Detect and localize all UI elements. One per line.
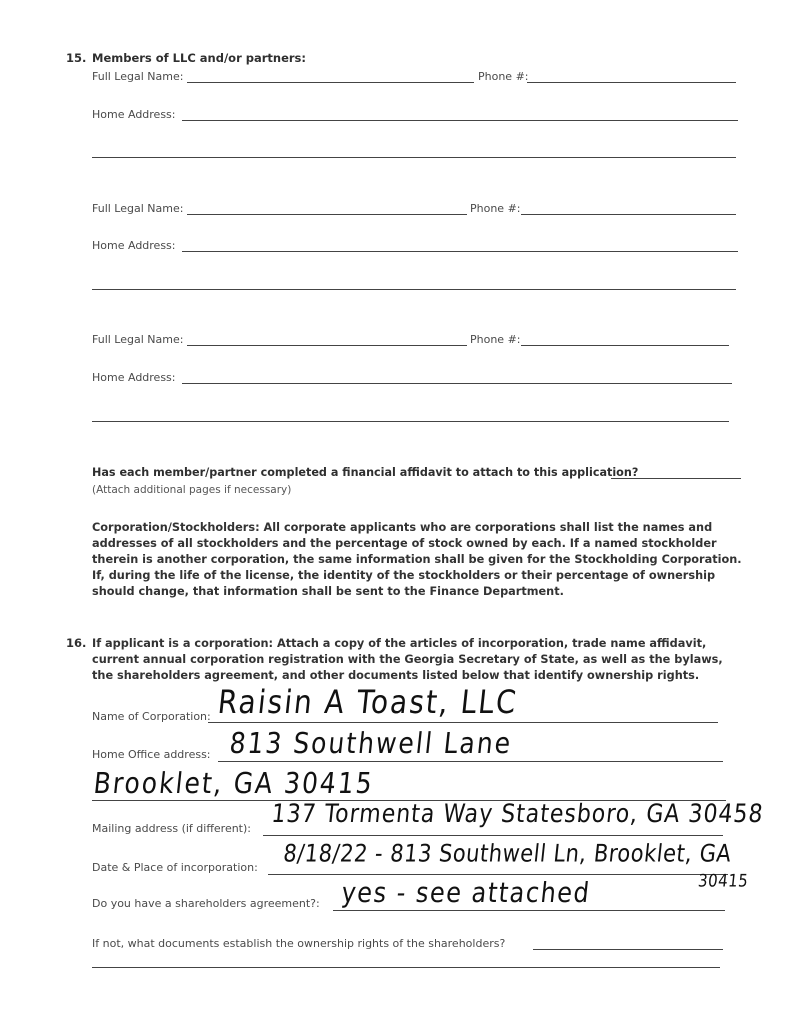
member-3-name-field[interactable] bbox=[187, 345, 467, 346]
incorporation-field[interactable] bbox=[268, 874, 728, 875]
home-office-value-line1: 813 Southwell Lane bbox=[228, 726, 514, 760]
member-1-phone-label: Phone #: bbox=[478, 70, 529, 83]
member-2-address-field[interactable] bbox=[182, 251, 738, 252]
section-16-number: 16. bbox=[66, 636, 87, 650]
affidavit-question: Has each member/partner completed a financial affidavit to attach to this application? bbox=[92, 466, 639, 479]
section-15-heading: Members of LLC and/or partners: bbox=[92, 51, 307, 65]
mailing-address-value: 137 Tormenta Way Statesboro, GA 30458 bbox=[270, 800, 765, 829]
shareholders-agreement-label: Do you have a shareholders agreement?: bbox=[92, 897, 320, 910]
member-3-address-field-line-2[interactable] bbox=[92, 421, 729, 422]
corporation-name-value: Raisin A Toast, LLC bbox=[216, 683, 520, 721]
member-1-name-label: Full Legal Name: bbox=[92, 70, 184, 83]
mailing-address-label: Mailing address (if different): bbox=[92, 822, 251, 835]
member-3-phone-field[interactable] bbox=[521, 345, 729, 346]
section-16-intro: If applicant is a corporation: Attach a copy of the articles of incorporation, trade name affidavit, current annual corporation registration with the Georgia Secretary of State, as well as the bylaws, the shareholders agreement, and other documents listed below that identify ownership rights. bbox=[92, 637, 723, 682]
incorporation-zip-value: 30415 bbox=[697, 870, 750, 891]
ownership-docs-question: If not, what documents establish the ownership rights of the shareholders? bbox=[92, 937, 506, 950]
member-2-name-field[interactable] bbox=[187, 214, 467, 215]
member-3-address-field[interactable] bbox=[182, 383, 732, 384]
member-2-phone-field[interactable] bbox=[521, 214, 736, 215]
corporation-name-label: Name of Corporation: bbox=[92, 710, 211, 723]
member-1-phone-field[interactable] bbox=[527, 82, 736, 83]
corporation-name-field[interactable] bbox=[208, 722, 718, 723]
member-1-address-field[interactable] bbox=[182, 120, 738, 121]
ownership-docs-field-line-2[interactable] bbox=[92, 967, 720, 968]
incorporation-label: Date & Place of incorporation: bbox=[92, 861, 258, 874]
incorporation-value: 8/18/22 - 813 Southwell Ln, Brooklet, GA bbox=[282, 839, 733, 867]
member-3-phone-label: Phone #: bbox=[470, 333, 521, 346]
member-1-address-label: Home Address: bbox=[92, 108, 176, 121]
affidavit-answer-field[interactable] bbox=[611, 478, 741, 479]
member-2-name-label: Full Legal Name: bbox=[92, 202, 184, 215]
member-2-address-field-line-2[interactable] bbox=[92, 289, 736, 290]
mailing-address-field[interactable] bbox=[263, 835, 723, 836]
member-2-phone-label: Phone #: bbox=[470, 202, 521, 215]
member-2-address-label: Home Address: bbox=[92, 239, 176, 252]
member-1-name-field[interactable] bbox=[187, 82, 474, 83]
shareholders-agreement-value: yes - see attached bbox=[340, 876, 593, 909]
affidavit-note: (Attach additional pages if necessary) bbox=[92, 484, 292, 496]
member-1-address-field-line-2[interactable] bbox=[92, 157, 736, 158]
stockholders-paragraph: Corporation/Stockholders: All corporate applicants who are corporations shall list the names and addresses of all stockholders and the percentage of stock owned by each. If a named stockholder therein is another corporation, the same information shall be given for the Stockholding Corporation. If, during the life of the license, the identity of the stockholders or their percentage of ownership should change, that information shall be sent to the Finance Department. bbox=[92, 521, 742, 598]
home-office-label: Home Office address: bbox=[92, 748, 211, 761]
section-15-number: 15. bbox=[66, 51, 87, 65]
home-office-value-line2: Brooklet, GA 30415 bbox=[92, 766, 376, 800]
home-office-field[interactable] bbox=[218, 761, 723, 762]
ownership-docs-field[interactable] bbox=[533, 949, 723, 950]
member-3-address-label: Home Address: bbox=[92, 371, 176, 384]
member-3-name-label: Full Legal Name: bbox=[92, 333, 184, 346]
shareholders-agreement-field[interactable] bbox=[333, 910, 725, 911]
